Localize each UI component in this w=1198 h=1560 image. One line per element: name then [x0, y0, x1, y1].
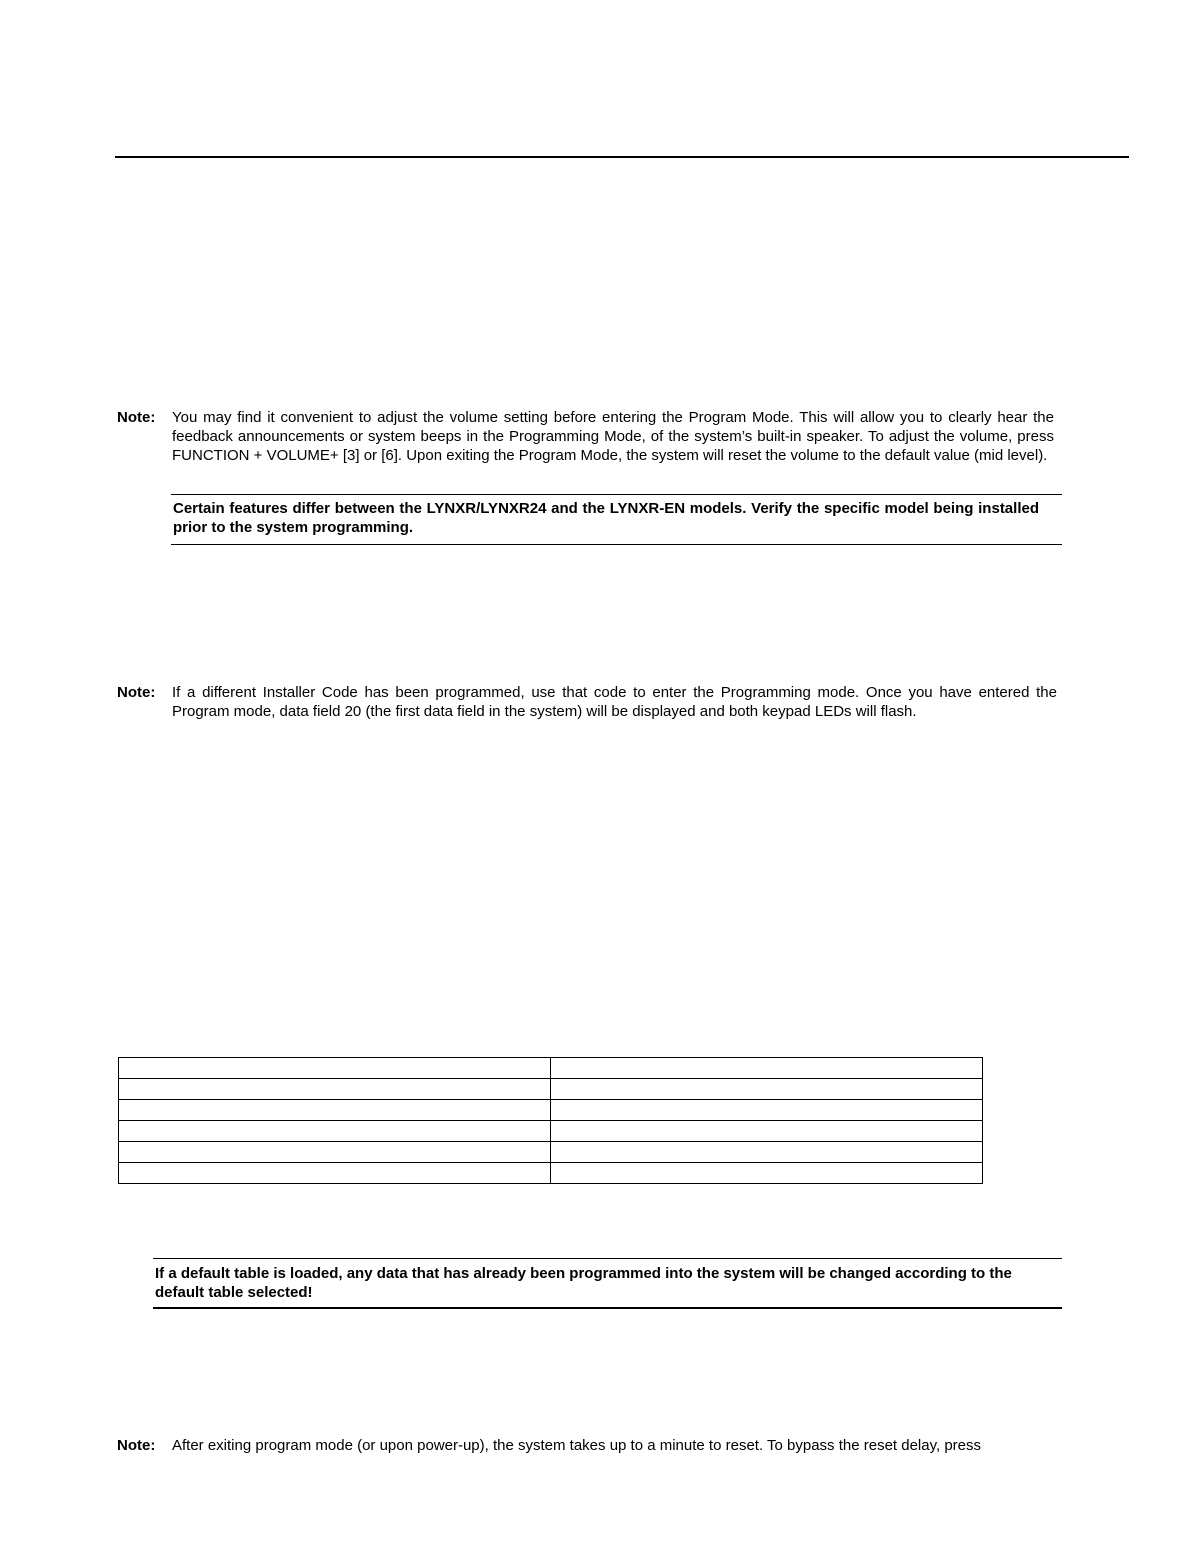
table-cell [551, 1100, 983, 1121]
table-cell [551, 1121, 983, 1142]
table-cell [119, 1058, 551, 1079]
warning-text: Certain features differ between the LYNXR/LYNXR24 and the LYNXR-EN models. Verify the specific model being installed prior to the system programming. [173, 500, 1039, 536]
table-row [119, 1163, 983, 1184]
table-row [119, 1100, 983, 1121]
table-row [119, 1058, 983, 1079]
table-cell [119, 1163, 551, 1184]
header-rule [115, 156, 1129, 158]
table-cell [551, 1142, 983, 1163]
warning-box-models [171, 494, 1062, 545]
warning-box-default-table [153, 1258, 1062, 1309]
table-row [119, 1121, 983, 1142]
note-label: Note: [117, 684, 156, 701]
table-cell [119, 1079, 551, 1100]
table-cell [119, 1142, 551, 1163]
table-cell [119, 1100, 551, 1121]
table-row [119, 1142, 983, 1163]
table-row [119, 1079, 983, 1100]
note-text: If a different Installer Code has been programmed, use that code to enter the Programming mode. Once you have entered the Program mode, data field 20 (the first data field in the system) will be displayed and both keypad LEDs will flash. [172, 684, 1057, 720]
table-cell [551, 1058, 983, 1079]
note-text: After exiting program mode (or upon power-up), the system takes up to a minute to reset. To bypass the reset delay, press [172, 1437, 982, 1454]
note-text: You may find it convenient to adjust the volume setting before entering the Program Mode. This will allow you to clearly hear the feedback announcements or system beeps in the Programming Mode, of the system’s built-in speaker. To adjust the volume, press FUNCTION + VOLUME+ [3] or [6]. Upon exiting the Program Mode, the system will reset the volume to the default value (mid level). [172, 409, 1054, 464]
default-tables-grid [118, 1057, 983, 1184]
table-cell [551, 1163, 983, 1184]
note-label: Note: [117, 1437, 156, 1454]
table-cell [119, 1121, 551, 1142]
warning-text: If a default table is loaded, any data that has already been programmed into the system will be changed according to the default table selected! [155, 1265, 1012, 1301]
table-cell [551, 1079, 983, 1100]
note-label: Note: [117, 409, 156, 426]
